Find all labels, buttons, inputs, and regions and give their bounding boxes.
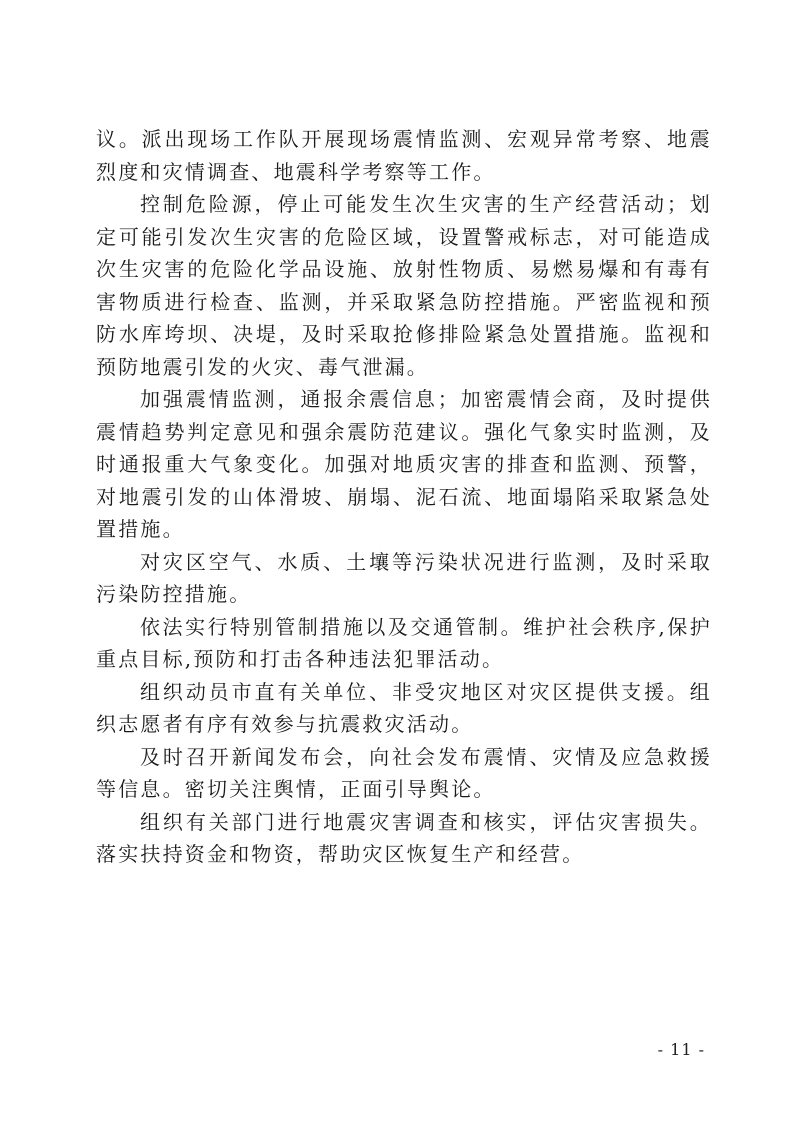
paragraph-1: 议。派出现场工作队开展现场震情监测、宏观异常考察、地震烈度和灾情调查、地震科学考察等工作。 [96,127,712,184]
paragraph-6: 组织动员市直有关单位、非受灾地区对灾区提供支援。组织志愿者有序有效参与抗震救灾活动。 [96,679,712,736]
paragraph-5: 依法实行特别管制措施以及交通管制。维护社会秩序,保护重点目标,预防和打击各种违法犯罪活动。 [96,614,712,671]
page-number: - 11 - [657,1040,705,1059]
paragraph-8: 组织有关部门进行地震灾害调查和核实，评估灾害损失。落实扶持资金和物资，帮助灾区恢复生产和经营。 [96,809,712,866]
document-body [96,123,712,871]
paragraph-3: 加强震情监测，通报余震信息；加密震情会商，及时提供震情趋势判定意见和强余震防范建议。强化气象实时监测，及时通报重大气象变化。加强对地质灾害的排查和监测、预警，对地震引发的山体滑坡、崩塌、泥石流、地面塌陷采取紧急处置措施。 [96,387,712,541]
paragraph-4: 对灾区空气、水质、土壤等污染状况进行监测，及时采取污染防控措施。 [96,549,712,606]
paragraph-2: 控制危险源，停止可能发生次生灾害的生产经营活动；划定可能引发次生灾害的危险区域，设置警戒标志，对可能造成次生灾害的危险化学品设施、放射性物质、易燃易爆和有毒有害物质进行检查、监测，并采取紧急防控措施。严密监视和预防水库垮坝、决堤，及时采取抢修排险紧急处置措施。监视和预防地震引发的火灾、毒气泄漏。 [96,192,712,379]
paragraph-7: 及时召开新闻发布会，向社会发布震情、灾情及应急救援等信息。密切关注舆情，正面引导舆论。 [96,744,712,801]
